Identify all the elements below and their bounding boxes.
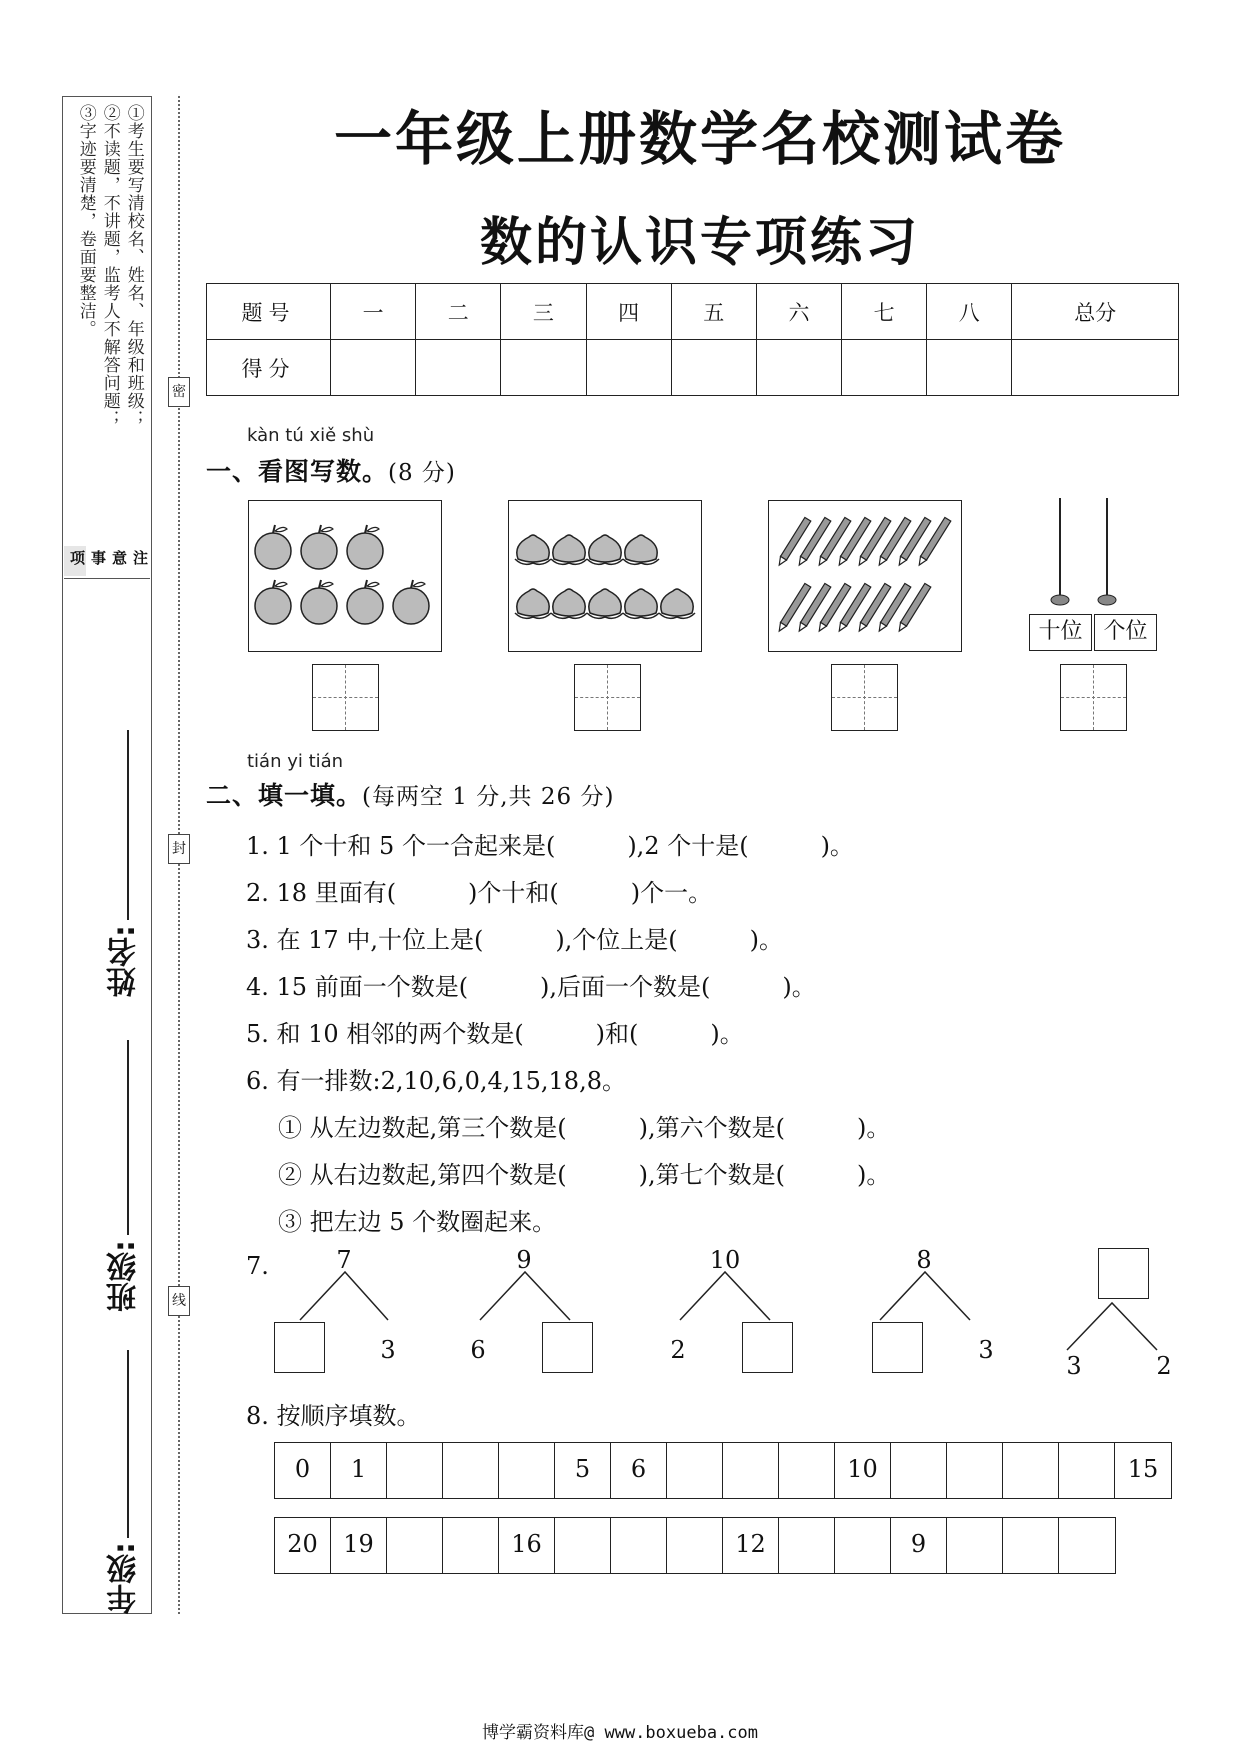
bond-1-right: 3 <box>380 1336 396 1364</box>
score-value-row <box>207 340 1179 396</box>
section1-heading <box>206 452 456 488</box>
page-subtitle: 数的认识专项练习 <box>479 213 920 273</box>
score-table <box>206 283 1179 396</box>
sequence-cell[interactable] <box>947 1443 1003 1498</box>
sequence-cell[interactable] <box>499 1443 555 1498</box>
sequence-cell: 9 <box>891 1518 947 1573</box>
ones-place-label: 个位 <box>1094 614 1157 651</box>
sequence-cell[interactable] <box>611 1518 667 1573</box>
score-cell[interactable] <box>416 340 501 396</box>
sequence-cell[interactable] <box>667 1443 723 1498</box>
section1-points: (8 分) <box>388 460 456 486</box>
seal-mi: 密 <box>168 377 190 407</box>
notice-panel <box>64 98 150 578</box>
sequence-cell: 15 <box>1127 1455 1159 1483</box>
sequence-cell[interactable] <box>835 1518 891 1573</box>
bond-1-left-box[interactable] <box>274 1322 325 1373</box>
sequence-cell[interactable] <box>387 1443 443 1498</box>
name-field[interactable] <box>127 730 129 920</box>
notice-line-1: ①考生要写清校名、姓名、年级和班级； <box>123 104 144 428</box>
bond-3-top: 10 <box>709 1246 741 1274</box>
name-label: 姓名: <box>107 925 142 997</box>
score-cell[interactable] <box>331 340 416 396</box>
grade-field[interactable] <box>127 1350 129 1538</box>
sequence-cell[interactable] <box>443 1443 499 1498</box>
section1-pinyin: kàn tú xiě shù <box>247 425 375 446</box>
bond-5-top-box[interactable] <box>1098 1248 1149 1299</box>
sequence-cell: 12 <box>723 1518 779 1573</box>
question-6-part-2: ② 从右边数起,第四个数是( ),第七个数是( )。 <box>278 1161 891 1189</box>
score-cell[interactable] <box>501 340 586 396</box>
apple-picture <box>248 500 442 652</box>
score-col-3: 三 <box>501 284 586 340</box>
peach-picture <box>508 500 702 652</box>
question-7: 7. <box>246 1252 269 1280</box>
notice-line-2: ②不读题，不讲题，监考人不解答问题； <box>99 104 120 428</box>
abacus-icon <box>1020 496 1130 621</box>
sequence-cell[interactable] <box>779 1443 835 1498</box>
sequence-cell[interactable] <box>891 1443 947 1498</box>
sequence-cell: 6 <box>611 1443 667 1498</box>
question-4: 4. 15 前面一个数是( ),后面一个数是( )。 <box>246 973 816 1001</box>
bond-3-left: 2 <box>670 1336 686 1364</box>
score-col-2: 二 <box>416 284 501 340</box>
notice-heading: 注意事项 <box>68 550 149 566</box>
bond-4-left-box[interactable] <box>872 1322 923 1373</box>
sequence-cell[interactable] <box>723 1443 779 1498</box>
pencil-icon <box>769 501 960 650</box>
question-6: 6. 有一排数:2,10,6,0,4,15,18,8。 <box>246 1067 626 1095</box>
answer-grid-apples[interactable] <box>312 664 379 731</box>
score-cell[interactable] <box>586 340 671 396</box>
sequence-cell: 10 <box>835 1443 891 1498</box>
sequence-cell[interactable] <box>1059 1443 1115 1498</box>
score-cell[interactable] <box>671 340 756 396</box>
answer-grid-peaches[interactable] <box>574 664 641 731</box>
question-1: 1. 1 个十和 5 个一合起来是( ),2 个十是( )。 <box>246 832 854 860</box>
bond-5-left: 3 <box>1066 1352 1082 1380</box>
sequence-cell: 1 <box>331 1443 387 1498</box>
notice-line-3: ③字迹要清楚，卷面要整洁。 <box>75 104 96 338</box>
notice-divider <box>64 578 150 579</box>
score-col-7: 七 <box>842 284 927 340</box>
bond-2-right-box[interactable] <box>542 1322 593 1373</box>
sequence-cell[interactable] <box>1059 1518 1115 1573</box>
page-title: 一年级上册数学名校测试卷 <box>333 105 1066 173</box>
section2-points: (每两空 1 分,共 26 分) <box>362 784 615 810</box>
sequence-cell[interactable] <box>555 1518 611 1573</box>
score-col-total: 总分 <box>1012 284 1179 340</box>
bond-4-top: 8 <box>916 1246 932 1274</box>
bond-5-right: 2 <box>1156 1352 1172 1380</box>
score-header-label: 题号 <box>207 284 331 340</box>
sequence-cell: 5 <box>555 1443 611 1498</box>
sequence-row-2 <box>274 1517 1116 1574</box>
apple-icon <box>249 501 440 650</box>
score-value-label: 得分 <box>207 340 331 396</box>
section2-pinyin: tián yi tián <box>247 751 344 772</box>
grade-label: 年级: <box>107 1542 142 1614</box>
bond-3-right-box[interactable] <box>742 1322 793 1373</box>
score-col-8: 八 <box>927 284 1012 340</box>
peach-icon <box>509 501 700 650</box>
sequence-cell[interactable] <box>947 1518 1003 1573</box>
score-col-6: 六 <box>756 284 841 340</box>
bond-1-top: 7 <box>336 1246 352 1274</box>
sequence-row-1 <box>274 1442 1172 1499</box>
class-field[interactable] <box>127 1040 129 1235</box>
sequence-cell: 0 <box>275 1443 331 1498</box>
bond-2-top: 9 <box>516 1246 532 1274</box>
section1-title: 一、看图写数。 <box>206 457 389 486</box>
sequence-cell: 20 <box>275 1518 331 1573</box>
notice-heading-box <box>64 546 149 576</box>
score-cell[interactable] <box>1012 340 1179 396</box>
question-6-part-1: ① 从左边数起,第三个数是( ),第六个数是( )。 <box>278 1114 891 1142</box>
tens-place-label: 十位 <box>1029 614 1092 651</box>
score-col-4: 四 <box>586 284 671 340</box>
seal-xian: 线 <box>168 1286 190 1316</box>
score-cell[interactable] <box>842 340 927 396</box>
score-col-1: 一 <box>331 284 416 340</box>
score-cell[interactable] <box>927 340 1012 396</box>
question-5: 5. 和 10 相邻的两个数是( )和( )。 <box>246 1020 744 1048</box>
sequence-cell: 19 <box>331 1518 387 1573</box>
footer-watermark: 博学霸资料库@ www.boxueba.com <box>482 1723 758 1743</box>
class-label: 班级: <box>107 1240 142 1312</box>
score-col-5: 五 <box>671 284 756 340</box>
sequence-cell[interactable] <box>779 1518 835 1573</box>
sequence-cell[interactable] <box>387 1518 443 1573</box>
question-2: 2. 18 里面有( )个十和( )个一。 <box>246 879 713 907</box>
pencil-picture <box>768 500 962 652</box>
score-header-row <box>207 284 1179 340</box>
question-8: 8. 按顺序填数。 <box>246 1402 421 1430</box>
sequence-cell[interactable] <box>667 1518 723 1573</box>
sequence-cell[interactable] <box>1003 1443 1059 1498</box>
answer-grid-abacus[interactable] <box>1060 664 1127 731</box>
answer-grid-pencils[interactable] <box>831 664 898 731</box>
score-cell[interactable] <box>756 340 841 396</box>
bond-4-right: 3 <box>978 1336 994 1364</box>
question-6-part-3: ③ 把左边 5 个数圈起来。 <box>278 1208 557 1236</box>
section2-title: 二、填一填。 <box>206 781 363 810</box>
sequence-cell[interactable] <box>443 1518 499 1573</box>
bond-2-left: 6 <box>470 1336 486 1364</box>
question-3: 3. 在 17 中,十位上是( ),个位上是( )。 <box>246 926 784 954</box>
section2-heading <box>206 776 614 812</box>
sequence-cell[interactable] <box>1003 1518 1059 1573</box>
sequence-cell: 16 <box>499 1518 555 1573</box>
seal-feng: 封 <box>168 834 190 864</box>
